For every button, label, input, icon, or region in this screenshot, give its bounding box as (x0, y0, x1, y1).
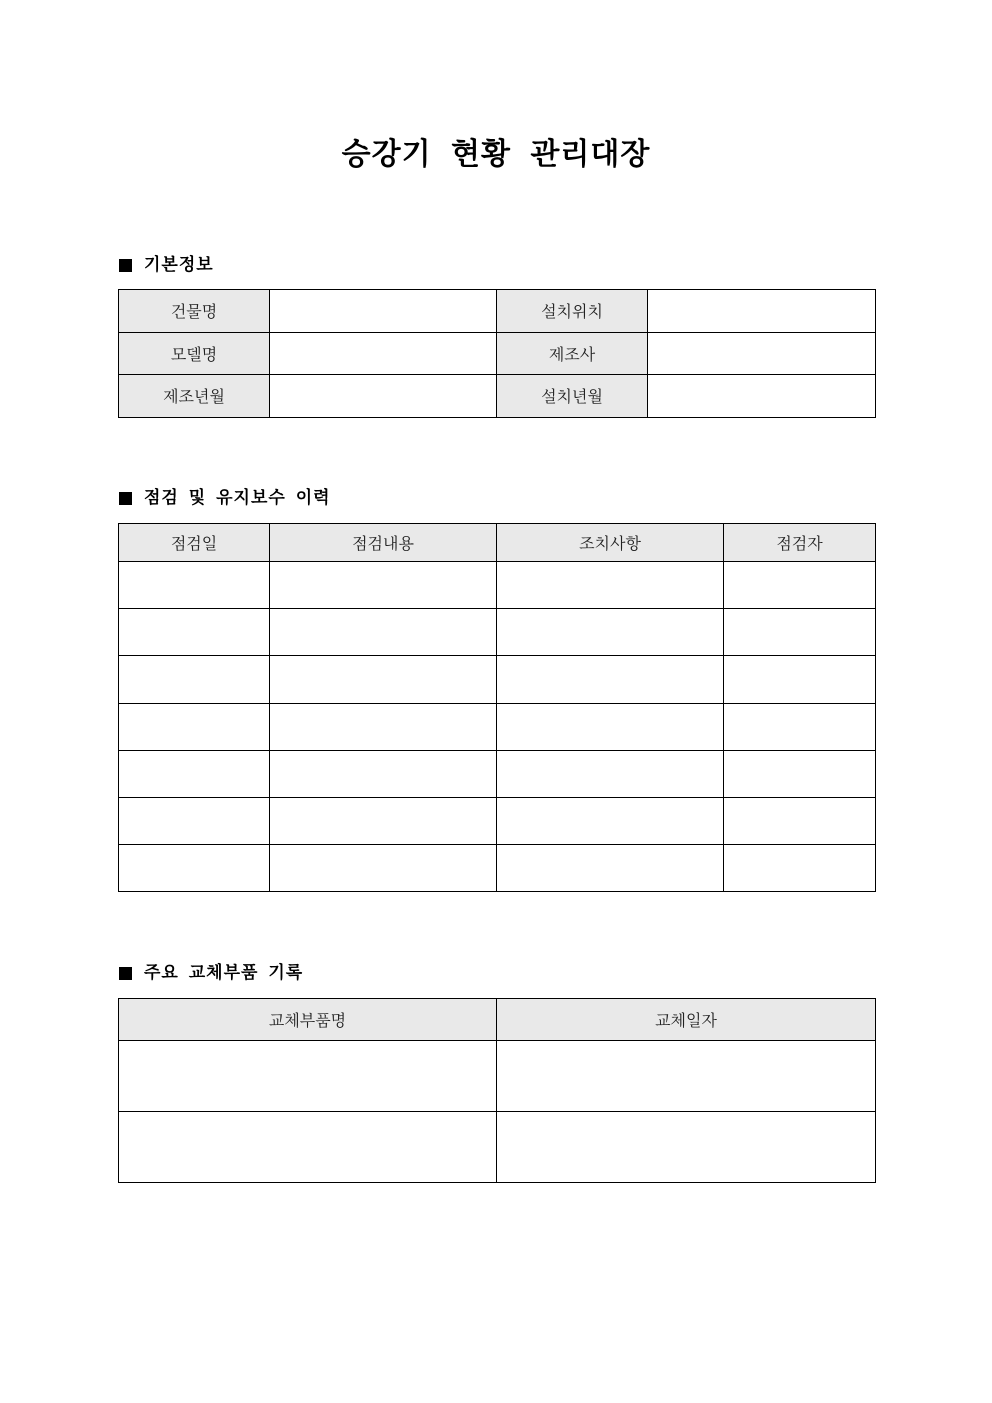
inspection-date-cell[interactable] (119, 845, 270, 892)
column-header-replacement-date: 교체일자 (497, 999, 876, 1041)
inspection-date-cell[interactable] (119, 562, 270, 609)
section-heading-basic-info (119, 253, 214, 277)
manufacture-date-field[interactable] (270, 375, 497, 418)
replacement-date-cell[interactable] (497, 1041, 876, 1112)
table-row (119, 609, 876, 656)
table-row (119, 290, 876, 333)
label-install-date: 설치년월 (497, 375, 648, 418)
inspection-date-cell[interactable] (119, 609, 270, 656)
inspector-cell[interactable] (724, 562, 876, 609)
action-taken-cell[interactable] (497, 703, 724, 750)
table-row (119, 1112, 876, 1183)
inspector-cell[interactable] (724, 703, 876, 750)
table-row (119, 562, 876, 609)
inspection-date-cell[interactable] (119, 703, 270, 750)
replacement-date-cell[interactable] (497, 1112, 876, 1183)
inspection-content-cell[interactable] (270, 609, 497, 656)
manufacturer-field[interactable] (648, 332, 876, 375)
table-header-row (119, 524, 876, 562)
part-name-cell[interactable] (119, 1112, 497, 1183)
section-title: 점검 및 유지보수 이력 (144, 488, 331, 508)
table-row (119, 332, 876, 375)
table-row (119, 375, 876, 418)
install-date-field[interactable] (648, 375, 876, 418)
square-bullet-icon (119, 259, 132, 272)
inspection-content-cell[interactable] (270, 845, 497, 892)
inspection-content-cell[interactable] (270, 703, 497, 750)
square-bullet-icon (119, 492, 132, 505)
section-heading-parts-replacement (119, 961, 303, 985)
column-header-part-name: 교체부품명 (119, 999, 497, 1041)
inspector-cell[interactable] (724, 656, 876, 703)
label-install-location: 설치위치 (497, 290, 648, 333)
document-title: 승강기 현황 관리대장 (341, 137, 651, 172)
action-taken-cell[interactable] (497, 656, 724, 703)
section-title: 기본정보 (144, 255, 214, 275)
action-taken-cell[interactable] (497, 845, 724, 892)
inspection-date-cell[interactable] (119, 656, 270, 703)
table-row (119, 656, 876, 703)
label-building-name: 건물명 (119, 290, 270, 333)
table-row (119, 703, 876, 750)
part-name-cell[interactable] (119, 1041, 497, 1112)
building-name-field[interactable] (270, 290, 497, 333)
label-manufacturer: 제조사 (497, 332, 648, 375)
inspection-history-table (118, 523, 876, 892)
column-header-action-taken: 조치사항 (497, 524, 724, 562)
basic-info-table (118, 289, 876, 418)
inspector-cell[interactable] (724, 845, 876, 892)
parts-replacement-table (118, 998, 876, 1183)
label-model-name: 모델명 (119, 332, 270, 375)
action-taken-cell[interactable] (497, 750, 724, 797)
action-taken-cell[interactable] (497, 562, 724, 609)
table-row (119, 845, 876, 892)
action-taken-cell[interactable] (497, 609, 724, 656)
install-location-field[interactable] (648, 290, 876, 333)
square-bullet-icon (119, 967, 132, 980)
inspection-date-cell[interactable] (119, 797, 270, 844)
section-title: 주요 교체부품 기록 (144, 963, 304, 983)
label-manufacture-date: 제조년월 (119, 375, 270, 418)
action-taken-cell[interactable] (497, 797, 724, 844)
inspection-content-cell[interactable] (270, 797, 497, 844)
table-header-row (119, 999, 876, 1041)
column-header-inspection-content: 점검내용 (270, 524, 497, 562)
table-row (119, 797, 876, 844)
column-header-inspection-date: 점검일 (119, 524, 270, 562)
inspection-content-cell[interactable] (270, 750, 497, 797)
inspection-content-cell[interactable] (270, 562, 497, 609)
model-name-field[interactable] (270, 332, 497, 375)
column-header-inspector: 점검자 (724, 524, 876, 562)
inspector-cell[interactable] (724, 750, 876, 797)
section-heading-inspection-history (119, 486, 331, 510)
inspection-date-cell[interactable] (119, 750, 270, 797)
table-row (119, 750, 876, 797)
inspection-content-cell[interactable] (270, 656, 497, 703)
inspector-cell[interactable] (724, 797, 876, 844)
table-row (119, 1041, 876, 1112)
inspector-cell[interactable] (724, 609, 876, 656)
